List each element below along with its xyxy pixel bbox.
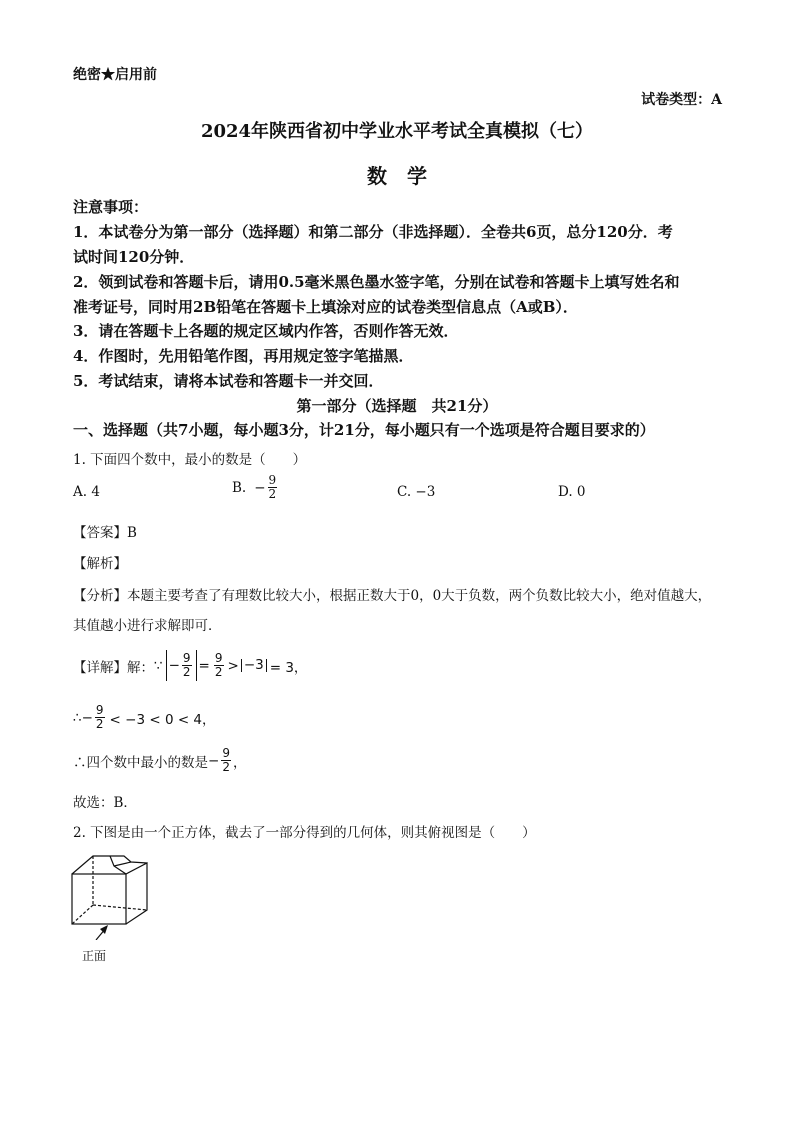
q1-analysis-line-2: 其值越小进行求解即可． (73, 618, 222, 634)
equals-three: = 3， (269, 659, 308, 676)
chain-fraction-numerator: 9 (95, 703, 104, 717)
q1-stem: 1. 下面四个数中，最小的数是（ ） (73, 452, 307, 468)
because-symbol: ∵ (154, 657, 163, 674)
section-heading: 一、选择题（共7小题，每小题3分，计21分，每小题只有一个选项是符合题目要求的） (73, 421, 655, 439)
notice-line-6: 4．作图时，先用铅笔作图，再用规定签字笔描黑． (73, 347, 414, 365)
notice-line-2: 试时间120分钟． (73, 248, 195, 266)
paper-type: 试卷类型：A (641, 92, 722, 108)
q1-smallest-line (73, 747, 246, 774)
part1-heading: 第一部分（选择题 共21分） (296, 397, 498, 415)
q1-option-b (232, 474, 279, 501)
q1-detail-line (73, 650, 307, 681)
exam-title: 2024年陕西省初中学业水平考试全真模拟（七） (200, 121, 594, 142)
option-b-fraction (268, 474, 278, 501)
cube-notch-middle (114, 862, 131, 866)
q1-choose: 故选：B． (73, 795, 137, 811)
chain-minus: − (81, 709, 93, 726)
abs-fraction-numerator: 9 (182, 651, 191, 665)
q1-chain-line (73, 704, 216, 731)
therefore-symbol: ∴ (73, 709, 82, 726)
notice-line-5: 3．请在答题卡上各题的规定区域内作答，否则作答无效． (73, 322, 459, 340)
fraction-numerator: 9 (268, 473, 277, 487)
cube-top-left-edge (72, 856, 110, 874)
detail-fraction-numerator: 9 (214, 651, 223, 665)
abs-minus: − (168, 657, 180, 674)
q2-stem: 2. 下图是由一个正方体，截去了一部分得到的几何体，则其俯视图是（ ） (73, 825, 536, 841)
option-b-prefix: B. (232, 479, 247, 496)
q1-option-d: D. 0 (558, 484, 586, 500)
cut-cube-figure (66, 848, 162, 940)
notice-line-4: 准考证号，同时用2B铅笔在答题卡上填涂对应的试卷类型信息点（A或B）． (73, 298, 578, 316)
q1-analysis-line-1: 【分析】本题主要考查了有理数比较大小，根据正数大于0，0大于负数，两个负数比较大小，绝对值越大， (73, 588, 712, 604)
option-b-sign: − (254, 479, 266, 496)
subject-title: 数 学 (367, 164, 427, 188)
detail-fraction-denominator: 2 (214, 665, 223, 680)
front-label: 正面 (82, 949, 107, 963)
abs-fraction-denominator: 2 (182, 665, 191, 680)
notice-line-1: 1．本试卷分为第一部分（选择题）和第二部分（非选择题）．全卷共6页，总分120分．考 (73, 223, 673, 241)
cube-right-face (126, 863, 147, 924)
hidden-edge-bottom (93, 905, 147, 910)
notice-heading: 注意事项： (73, 198, 149, 216)
hidden-edge-diagonal (72, 905, 93, 924)
greater-sign: > (227, 657, 239, 674)
cube-notch-back (110, 856, 147, 863)
smallest-text: ∴四个数中最小的数是 (73, 754, 208, 771)
q1-answer: 【答案】B (73, 525, 137, 541)
equals-sign: = (198, 657, 210, 674)
chain-fraction-denominator: 2 (95, 717, 104, 732)
confidential-mark: 绝密★启用前 (73, 67, 157, 83)
abs-value-fraction (166, 650, 197, 681)
abs-fraction (182, 652, 192, 679)
notice-line-3: 2．领到试卷和答题卡后，请用0.5毫米黑色墨水签字笔，分别在试卷和答题卡上填写姓名和 (73, 273, 680, 291)
fraction-denominator: 2 (268, 487, 277, 502)
detail-label: 【详解】解： (73, 659, 154, 676)
chain-rest: < −3 < 0 < 4， (109, 711, 216, 728)
smallest-minus: − (208, 752, 220, 769)
smallest-post: ， (232, 754, 247, 771)
front-arrow-head (100, 925, 108, 934)
detail-fraction (214, 652, 224, 679)
chain-fraction (95, 704, 105, 731)
q1-option-c: C. −3 (397, 484, 436, 500)
smallest-fraction (221, 747, 231, 774)
notice-line-7: 5．考试结束，请将本试卷和答题卡一并交回． (73, 372, 384, 390)
smallest-fraction-denominator: 2 (222, 760, 230, 775)
smallest-fraction-numerator: 9 (222, 746, 230, 760)
q1-analysis-label: 【解析】 (73, 556, 127, 572)
q1-option-a: A. 4 (73, 484, 100, 500)
abs-value-neg3: −3 (241, 659, 267, 673)
